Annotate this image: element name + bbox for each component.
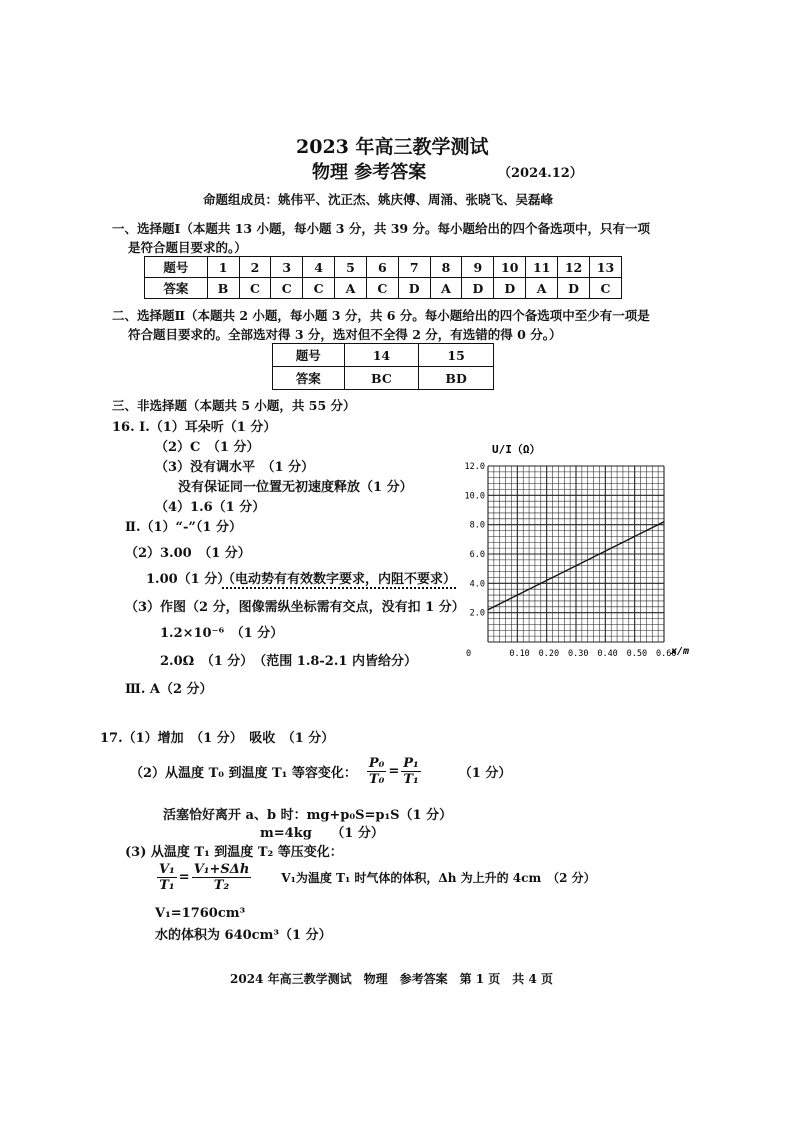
y-tick-label: 4.0	[469, 579, 485, 590]
section3-heading: 三、非选择题（本题共 5 小题，共 55 分）	[112, 398, 356, 413]
question-number-cell: 12	[558, 257, 590, 278]
q17-line	[155, 862, 596, 893]
x-tick-label: 0.20	[538, 649, 560, 659]
answer-cell: A	[335, 278, 367, 299]
answer-cell: A	[526, 278, 558, 299]
table-row-label: 题号	[273, 344, 345, 367]
question-number-cell: 3	[271, 257, 303, 278]
answer-cell: C	[590, 278, 622, 299]
fraction-den: T₂	[213, 878, 230, 893]
q17-text: （2）从温度 T₀ 到温度 T₁ 等容变化：	[130, 766, 357, 781]
q17-line: (3) 从温度 T₁ 到温度 T₂ 等压变化：	[125, 845, 343, 860]
table-row-label: 答案	[145, 278, 208, 299]
question-number-cell: 1	[207, 257, 239, 278]
answer-cell: D	[462, 278, 494, 299]
q16-line: Ⅲ. A（2 分）	[125, 682, 213, 697]
fraction-den: T₁	[403, 772, 419, 787]
authors-line: 命题组成员：姚伟平、沈正杰、姚庆傅、周涌、张晓飞、吴磊峰	[203, 192, 554, 207]
q16-line: （3）没有调水平 （1 分）	[155, 460, 315, 475]
answer-cell: C	[239, 278, 271, 299]
fraction-num: V₁	[159, 862, 175, 877]
fraction-num: P₀	[368, 756, 385, 771]
q16-line: （2）C （1 分）	[155, 440, 260, 455]
y-tick-label: 12.0	[464, 462, 485, 472]
y-tick-label: 8.0	[469, 520, 485, 531]
q16-line: 16. Ⅰ.（1）耳朵听（1 分）	[112, 420, 277, 435]
page-title: 2023 年高三教学测试	[296, 136, 489, 158]
y-tick-label: 10.0	[464, 491, 485, 502]
question-number-cell: 11	[526, 257, 558, 278]
fraction-den: T₁	[159, 878, 175, 893]
q17-line: 水的体积为 640cm³（1 分）	[155, 928, 332, 943]
answer-cell: D	[398, 278, 430, 299]
page-subtitle: 物理 参考答案	[312, 162, 427, 183]
q16-line: （4）1.6（1 分）	[155, 500, 266, 515]
section1-answer-table	[144, 256, 622, 299]
table-row-label: 答案	[273, 367, 345, 390]
q16-line: 2.0Ω （1 分） （范围 1.8-2.1 内皆给分）	[160, 654, 417, 669]
fraction-num: P₁	[403, 756, 419, 771]
section2-heading-line2: 符合题目要求的。全部选对得 3 分，选对但不全得 2 分，有选错的得 0 分。）	[128, 327, 562, 342]
x-tick-label: 0.30	[568, 649, 589, 659]
question-number-cell: 8	[430, 257, 462, 278]
answer-cell: D	[494, 278, 526, 299]
equals-sign: =	[178, 870, 190, 885]
question-number-cell: 6	[366, 257, 398, 278]
section2-answer-table	[272, 343, 494, 390]
fraction-num: V₁+SΔh	[193, 862, 250, 877]
q17-score: （1 分）	[458, 766, 512, 781]
q17-line	[130, 756, 511, 787]
q16-line: 没有保证同一位置无初速度释放（1 分）	[178, 480, 413, 495]
q16-line: 1.2×10⁻⁶ （1 分）	[160, 626, 284, 641]
q16-line-note: （电动势有有效数字要求，内阻不要求）	[222, 568, 456, 589]
q16-line: （3）作图（2 分，图像需纵坐标需有交点，没有扣 1 分）	[125, 600, 465, 615]
y-axis-label: U/I（Ω）	[492, 443, 541, 456]
question-number-cell: 2	[239, 257, 271, 278]
question-number-cell: 10	[494, 257, 526, 278]
answer-cell: C	[303, 278, 335, 299]
equals-sign: =	[388, 764, 400, 779]
q16-line: 1.00（1 分）	[146, 572, 231, 587]
fraction-v1-t1	[157, 862, 177, 893]
question-number-cell: 4	[303, 257, 335, 278]
question-number-cell: 9	[462, 257, 494, 278]
answer-cell: C	[366, 278, 398, 299]
q17-line: V₁=1760cm³	[155, 906, 246, 921]
page-footer: 2024 年高三教学测试 物理 参考答案 第 1 页 共 4 页	[230, 972, 553, 986]
x-tick-label: 0.60	[656, 649, 677, 659]
question-number-cell: 14	[344, 344, 419, 367]
x-tick-label: 0	[466, 649, 472, 659]
question-number-cell: 15	[419, 344, 494, 367]
y-tick-label: 6.0	[469, 550, 485, 560]
y-tick-label: 2.0	[469, 608, 485, 619]
q17-line: 活塞恰好离开 a、b 时：mg+p₀S=p₁S（1 分）	[163, 808, 453, 823]
answer-cell: A	[430, 278, 462, 299]
fraction-den: T₀	[368, 772, 385, 787]
answer-cell: BC	[344, 367, 419, 390]
question-number-cell: 5	[335, 257, 367, 278]
section1-heading-line1: 一、选择题Ⅰ（本题共 13 小题，每小题 3 分，共 39 分。每小题给出的四个备选项中，只有一项	[112, 221, 650, 236]
section2-heading-line1: 二、选择题Ⅱ（本题共 2 小题，每小题 3 分，共 6 分。每小题给出的四个备选项中至少有一项是	[112, 308, 650, 323]
question-number-cell: 7	[398, 257, 430, 278]
fraction-v1sdh-t2	[192, 862, 252, 893]
q16-line: Ⅱ.（1）“-”（1 分）	[125, 520, 242, 535]
answer-cell: B	[207, 278, 239, 299]
question-number-cell: 13	[590, 257, 622, 278]
answer-cell: D	[558, 278, 590, 299]
q17-line: m=4kg （1 分）	[260, 826, 384, 841]
x-tick-label: 0.40	[597, 649, 618, 659]
answer-cell: C	[271, 278, 303, 299]
answer-cell: BD	[419, 367, 494, 390]
x-tick-label: 0.10	[509, 649, 530, 659]
ui-vs-x-graph	[458, 438, 698, 668]
q16-line: （2）3.00 （1 分）	[125, 546, 251, 561]
fraction-p1-t1	[401, 756, 420, 787]
section1-heading-line2: 是符合题目要求的。）	[128, 240, 247, 255]
exam-date: （2024.12）	[498, 166, 583, 181]
x-tick-label: 0.50	[626, 649, 648, 659]
x-axis-label: x/m	[671, 646, 690, 657]
q17-text: V₁为温度 T₁ 时气体的体积，Δh 为上升的 4cm （2 分）	[281, 871, 596, 885]
table-row-label: 题号	[145, 257, 208, 278]
fraction-p0-t0	[367, 756, 386, 787]
q17-line: 17.（1）增加 （1 分） 吸收 （1 分）	[100, 731, 335, 746]
